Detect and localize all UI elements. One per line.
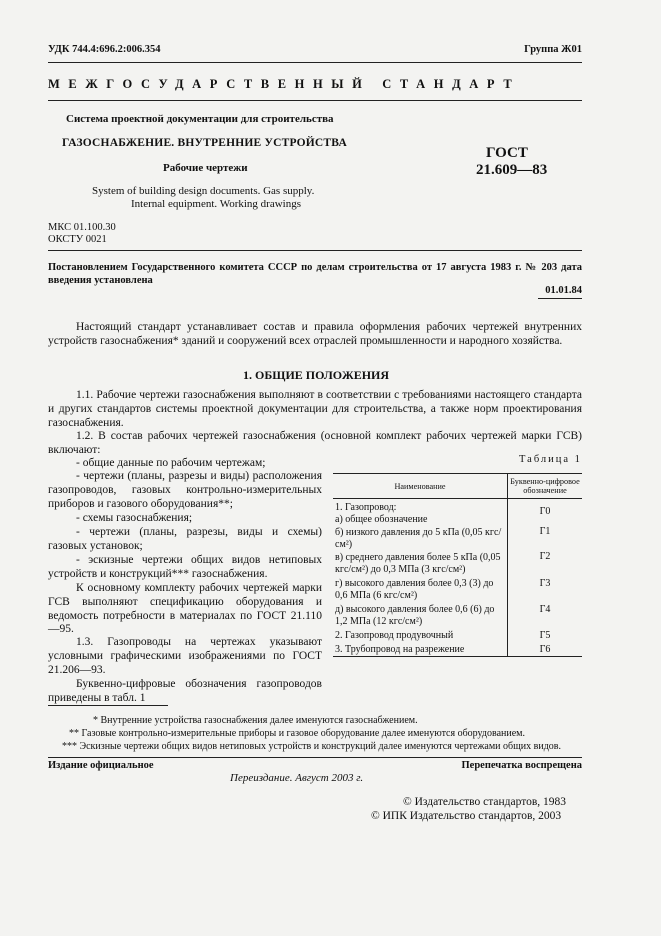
list-item: - чертежи (планы, разрезы и виды) расположения газопроводов, газовых контрольно-измерительных приборов и газового оборудования**; (48, 470, 322, 510)
copyright-2003: © ИПК Издательство стандартов, 2003 (371, 810, 562, 822)
footnote-3: *** Эскизные чертежи общих видов нетиповых устройств и конструкций далее именуются чертежами общих видов. (62, 741, 562, 752)
paragraph-1-3: 1.3. Газопроводы на чертежах указывают условными графическими изображениями по ГОСТ 21.206—93. (48, 636, 322, 676)
column-header-name: Наименование (333, 474, 508, 499)
gost-number: 21.609—83 (476, 162, 548, 178)
group-code: Группа Ж01 (524, 44, 582, 55)
intro-paragraph: Настоящий стандарт устанавливает состав и правила оформления рабочих чертежей внутренних устройств газоснабжения* зданий и сооружений всех отраслей промышленности и народного хозяйства. (48, 321, 582, 347)
table-row: д) высокого давления более 0,6 (6) до 1,2 МПа (12 кгс/см²) Г4 (335, 604, 551, 627)
banner-rule (48, 100, 582, 101)
gost-label: ГОСТ (486, 145, 528, 161)
basic-set-paragraph: К основному комплекту рабочих чертежей марки ГСВ выполняют спецификацию оборудования и ведомость потребности в материалах по ГОСТ 21.110—95. (48, 582, 322, 636)
document-subtitle: Рабочие чертежи (163, 162, 248, 174)
column-header-code: Буквенно-цифровое обозначение (508, 474, 583, 499)
table-row: г) высокого давления более 0,3 (3) до 0,6 МПа (6 кгс/см²) Г3 (335, 578, 551, 601)
list-item: - общие данные по рабочим чертежам; (76, 457, 266, 469)
classification-rule (48, 250, 582, 251)
table-row: в) среднего давления более 5 кПа (0,05 кгс/см²) до 0,3 МПа (3 кгс/см²) Г2 (335, 551, 551, 575)
pipeline-codes-table (333, 473, 582, 657)
footnote-rule (48, 705, 168, 706)
english-title-line2: Internal equipment. Working drawings (131, 198, 301, 210)
decree-text: Постановлением Государственного комитета СССР по делам строительства от 17 августа 1983 г. № 203 дата введения установлена (48, 262, 582, 286)
english-title-line1: System of building design documents. Gas supply. (92, 185, 315, 197)
mks-code: МКС 01.100.30 (48, 222, 116, 233)
date-rule (538, 298, 582, 299)
codes-paragraph: Буквенно-цифровые обозначения газопроводов приведены в табл. 1 (48, 678, 322, 704)
footnote-1: * Внутренние устройства газоснабжения далее именуются газоснабжением. (93, 715, 418, 726)
list-item: - чертежи (планы, разрезы, виды и схемы) газовых установок; (48, 526, 322, 552)
reprint-prohibited: Перепечатка воспрещена (461, 760, 582, 771)
list-item: - эскизные чертежи общих видов нетиповых устройств и конструкций*** газоснабжения. (48, 554, 322, 580)
paragraph-1-2: 1.2. В состав рабочих чертежей газоснабжения (основной комплект рабочих чертежей марки ГСВ) включают: (48, 430, 582, 456)
table-row: б) низкого давления до 5 кПа (0,05 кгс/см²) Г1 (335, 526, 551, 550)
table-row: а) общее обозначение Г0 (335, 506, 551, 525)
interstate-standard-banner: МЕЖГОСУДАРСТВЕННЫЙ СТАНДАРТ (48, 77, 521, 91)
list-item: - схемы газоснабжения; (76, 512, 193, 524)
footer-rule (48, 757, 582, 758)
table-row: 2. Газопровод продувочный Г5 (335, 630, 551, 641)
table-caption: Таблица 1 (519, 454, 582, 465)
copyright-1983: © Издательство стандартов, 1983 (403, 796, 567, 808)
introduction-date: 01.01.84 (545, 285, 582, 296)
reissue-note: Переиздание. Август 2003 г. (230, 772, 364, 784)
table-row: 3. Трубопровод на разрежение Г6 (333, 642, 582, 657)
table-row: 1. Газопровод: (333, 499, 582, 515)
okstu-code: ОКСТУ 0021 (48, 234, 107, 245)
table-header-row (333, 474, 582, 499)
top-rule (48, 62, 582, 63)
document-title: ГАЗОСНАБЖЕНИЕ. ВНУТРЕННИЕ УСТРОЙСТВА (62, 137, 347, 149)
footnote-2: ** Газовые контрольно-измерительные приборы и газовое оборудование далее именуются оборудованием. (69, 728, 526, 739)
paragraph-1-1: 1.1. Рабочие чертежи газоснабжения выполняют в соответствии с требованиями настоящего стандарта и других стандартов системы проектной документации для строительства, а также норм проектирования газоснабжения. (48, 389, 582, 429)
system-name: Система проектной документации для строительства (66, 113, 334, 125)
udk-code: УДК 744.4:696.2:006.354 (48, 44, 161, 55)
official-edition: Издание официальное (48, 760, 154, 771)
section-1-heading: 1. ОБЩИЕ ПОЛОЖЕНИЯ (243, 368, 390, 382)
